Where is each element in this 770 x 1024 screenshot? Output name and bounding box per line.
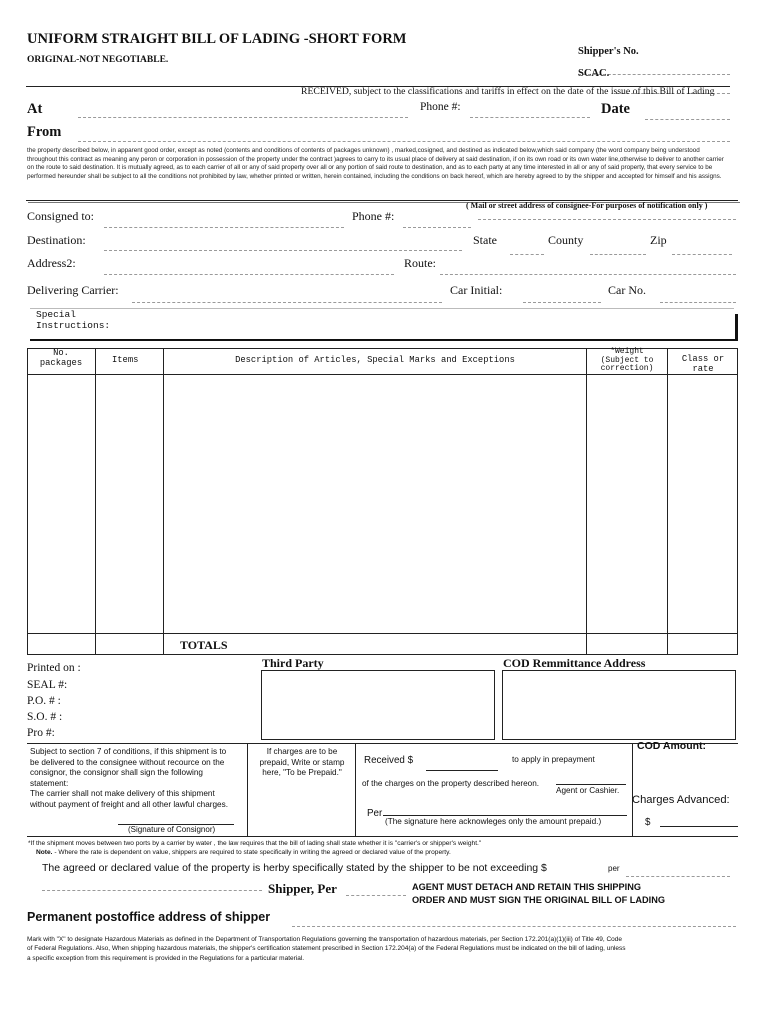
prepaid-line1: If charges are to be (266, 747, 338, 756)
special-instructions-field[interactable] (120, 312, 730, 336)
printed-on-field[interactable] (90, 663, 250, 677)
prepaid-line2: prepaid, Write or stamp (259, 757, 345, 767)
county-label: County (548, 233, 584, 247)
table-totals-rule (27, 633, 738, 634)
phone-label: Phone #: (420, 101, 461, 113)
document-title: UNIFORM STRAIGHT BILL OF LADING -SHORT FORM (27, 31, 407, 47)
note-text: - Where the rate is dependent on value, shippers are required to state specifically in writing the agreed or declared value of the property. (52, 849, 451, 856)
pro-label: Pro #: (27, 727, 55, 739)
route-label: Route: (404, 256, 436, 270)
declared-value-statement: The agreed or declared value of the property is herby specifically stated by the shipper to be not exceeding $ (42, 862, 547, 874)
col-divider-4 (667, 348, 668, 655)
received-statement: RECEIVED, subject to the classifications and tariffs in effect on the date of the issue of this Bill of Lading (301, 86, 715, 97)
section7-line2: be delivered to the consignee without recource on the (30, 757, 225, 767)
signature-acknowledge: (The signature here acknowleges only the amount prepaid.) (385, 817, 602, 826)
hazmat-notice (27, 935, 626, 963)
shippers-no-label: Shipper's No. (578, 46, 639, 57)
weight-cell[interactable] (588, 376, 665, 631)
at-field[interactable] (78, 103, 408, 118)
packages-cell[interactable] (29, 376, 93, 631)
consignee-phone-field[interactable] (403, 213, 471, 228)
po-field[interactable] (72, 696, 252, 710)
lower-divider-3 (632, 743, 633, 836)
third-party-label: Third Party (262, 656, 324, 670)
destination-field[interactable] (104, 236, 462, 251)
state-label: State (473, 233, 497, 247)
note-label: Note. (36, 849, 53, 856)
col-divider-3 (586, 348, 587, 655)
zip-field[interactable] (672, 240, 732, 255)
value-note (36, 849, 451, 856)
permanent-address-label: Permanent postoffice address of shipper (27, 910, 271, 924)
special-top-rule (30, 308, 734, 309)
state-field[interactable] (510, 240, 544, 255)
prepaid-line3: here, "To be Prepaid." (262, 768, 342, 777)
special-line1: Special (36, 309, 76, 320)
agent-detach-line2: ORDER AND MUST SIGN THE ORIGINAL BILL OF LADING (412, 894, 665, 905)
consignor-signature-caption: (Signature of Consignor) (128, 825, 216, 834)
document-subtitle: ORIGINAL-NOT NEGOTIABLE. (27, 55, 169, 65)
date-label: Date (601, 101, 630, 117)
car-initial-label: Car Initial: (450, 283, 503, 297)
car-initial-field[interactable] (523, 288, 601, 303)
water-carrier-note: *If the shipment moves between two ports by a carrier by water , the law requires that the bill of lading shall state whether it is "carrier's or shipper's weight." (28, 840, 482, 847)
prepaid-instructions (249, 747, 355, 779)
section7-text (30, 747, 228, 810)
per-label: Per (367, 808, 383, 819)
cod-amount-label: COD Amount: (637, 740, 707, 752)
table-header-rule (27, 374, 738, 375)
special-right-border (735, 314, 738, 340)
charges-hereon-label: of the charges on the property described hereon. (362, 779, 540, 788)
col-header-items: Items (112, 355, 139, 365)
zip-label: Zip (650, 233, 667, 247)
from-label: From (27, 124, 62, 140)
received-amount-label: Received $ (364, 755, 414, 766)
hazmat-line3: a specific exception from this requirement is provided in the Regulations for a particular material. (27, 954, 305, 962)
car-no-field[interactable] (660, 288, 736, 303)
lower-grid-bottom (27, 836, 738, 837)
col-weight-line2: (Subject to (600, 355, 654, 365)
totals-weight-field[interactable] (588, 636, 665, 653)
phone-field[interactable] (470, 103, 590, 118)
destination-label: Destination: (27, 233, 86, 247)
delivering-carrier-field[interactable] (132, 288, 442, 303)
col-packages-line2: packages (39, 358, 83, 368)
col-weight-line3: correction) (600, 364, 654, 374)
col-header-description: Description of Articles, Special Marks and Exceptions (235, 355, 515, 365)
hazmat-line2: of Federal Regulations. Also, When shipping hazardous materials, the shipper's certification statement prescribed in Section 172.204(a) of the Federal Regulations must be indicated on the bill of lading, unless (27, 945, 626, 953)
special-bottom-rule (30, 339, 738, 341)
charges-advanced-dollar: $ (645, 817, 651, 828)
section7-line4: statement: (30, 778, 69, 788)
shipper-name-field[interactable] (42, 876, 262, 891)
cod-address-box[interactable] (502, 670, 736, 740)
col-packages-line1: No. (53, 348, 69, 358)
declared-value-per: per (608, 864, 620, 873)
col-weight-line1: *Weight (610, 347, 644, 356)
hazmat-line1: Mark with "X" to designate Hazardous Materials as defined in the Department of Transportation Regulations governing the transportation of hazardous materials, per Section 172.201(a)(1)(iii) of Title 49, Code (27, 936, 622, 943)
class-cell[interactable] (669, 376, 736, 631)
so-field[interactable] (72, 712, 252, 726)
section7-line1: Subject to section 7 of conditions, if this shipment is to (30, 747, 227, 756)
section7-line6: without payment of freight and all other lawful charges. (30, 799, 228, 809)
address2-field[interactable] (104, 260, 394, 275)
apply-prepayment-label: to apply in prepayment (512, 755, 595, 764)
col-header-class (668, 355, 738, 374)
section7-line3: consignor, the consignor shall sign the following (30, 768, 203, 777)
consigned-to-field[interactable] (104, 213, 344, 228)
so-label: S.O. # : (27, 711, 63, 723)
charges-advanced-label: Charges Advanced: (632, 794, 730, 806)
consignee-note: ( Mail or street address of consignee-For purposes of notification only ) (466, 201, 708, 210)
from-field[interactable] (78, 127, 730, 142)
col-header-packages (28, 348, 94, 368)
agent-signature-line[interactable] (556, 784, 626, 785)
special-line2: Instructions: (36, 320, 111, 331)
description-cell[interactable] (165, 376, 584, 631)
third-party-box[interactable] (261, 670, 495, 740)
date-field[interactable] (645, 105, 730, 120)
charges-advanced-field[interactable] (660, 826, 738, 827)
lower-divider-2 (355, 743, 356, 836)
agent-detach-notice (412, 881, 665, 906)
cod-address-label: COD Remmittance Address (503, 656, 646, 670)
totals-label: TOTALS (180, 638, 228, 652)
declared-value-unit-field[interactable] (626, 862, 730, 877)
per-signature-line[interactable] (383, 815, 627, 816)
permanent-address-field[interactable] (292, 912, 736, 927)
col-class-line2: rate (692, 363, 714, 374)
lower-divider-1 (247, 743, 248, 836)
cod-amount-field[interactable] (636, 757, 736, 787)
consigned-to-label: Consigned to: (27, 209, 95, 223)
car-no-label: Car No. (608, 283, 646, 297)
col-divider-2 (163, 348, 164, 655)
scac-label: SCAC. (578, 68, 610, 79)
consignee-phone-label: Phone #: (352, 209, 395, 223)
items-cell[interactable] (97, 376, 161, 631)
county-field[interactable] (590, 240, 646, 255)
route-field[interactable] (440, 260, 736, 275)
po-label: P.O. # : (27, 695, 61, 707)
agent-cashier-label: Agent or Cashier. (556, 786, 620, 795)
col-class-line1: Class or (681, 354, 725, 364)
consignee-address-field[interactable] (478, 205, 736, 220)
address2-label: Address2: (27, 256, 76, 270)
declared-value-field[interactable] (528, 862, 604, 876)
contract-terms: the property described below, in apparent good order, except as noted (contents and conditions of contents of packages unknown) , marked,cosigned, and destined as indicated below,which said company (the word company being understood throughout this contract as meaning any peron or corporation in possession of the property under the contract )agrees to carry to its usual place of delivery at said destination, if on its own road or its own water line,otherwise to deliver to another carrier on the route to said destination. It is mutually agreed, as to each carrier of all or any of said property over all or any portion of said route to destination, and as to each party at any time interested in all or any of said property, that every service to be performed hereunder shall be subject to all the conditions not prohibited by law, whether printed or written, herein contained, including the conditions on back hereof, which are hereby agreed to by the shipper and accepted for himself and his assigns. (27, 147, 724, 180)
received-amount-field[interactable] (426, 770, 498, 771)
shipper-per-field[interactable] (346, 881, 406, 896)
at-label: At (27, 101, 43, 117)
col-divider-1 (95, 348, 96, 655)
section7-line5: The carrier shall not make delivery of this shipment (30, 789, 215, 798)
printed-on-label: Printed on : (27, 662, 81, 674)
col-header-weight (587, 348, 667, 374)
delivering-carrier-label: Delivering Carrier: (27, 283, 119, 297)
special-instructions-label (36, 309, 110, 331)
pro-field[interactable] (72, 728, 252, 742)
shipper-per-label: Shipper, Per (268, 881, 337, 896)
seal-field[interactable] (72, 680, 252, 694)
agent-detach-line1: AGENT MUST DETACH AND RETAIN THIS SHIPPING (412, 882, 642, 892)
seal-label: SEAL #: (27, 679, 68, 691)
